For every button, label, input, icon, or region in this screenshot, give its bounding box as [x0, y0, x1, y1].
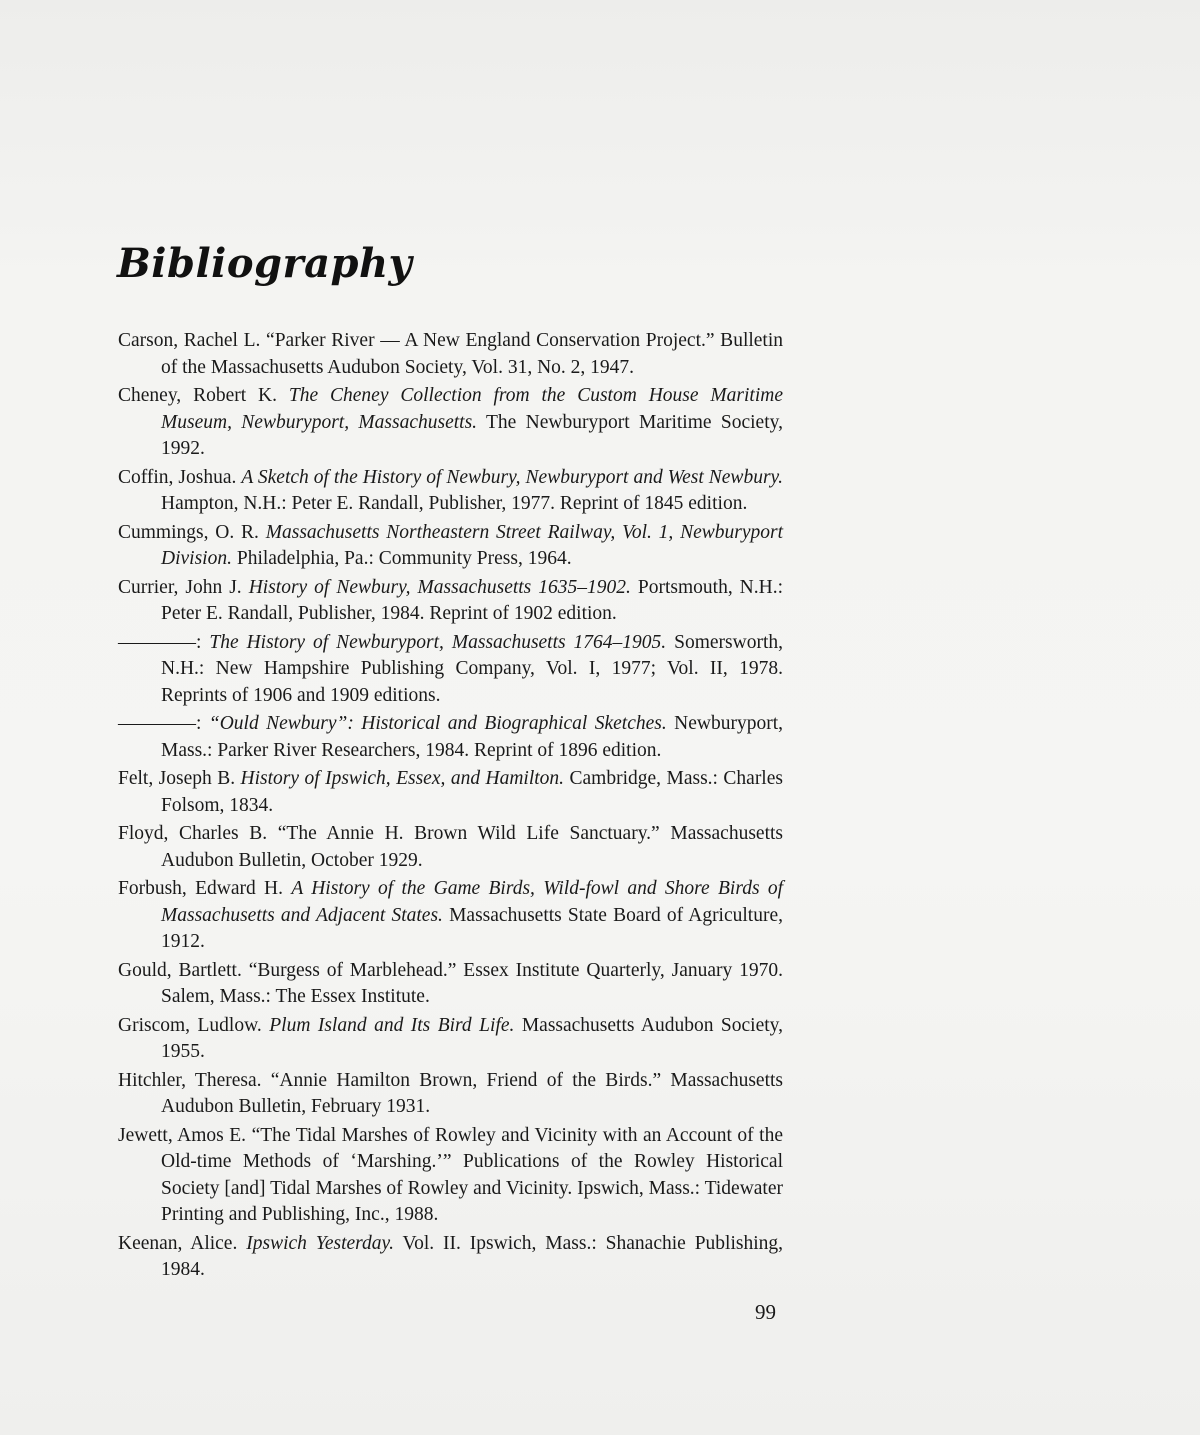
entry-details: Philadelphia, Pa.: Community Press, 1964.: [236, 548, 572, 569]
bibliography-entry: [118, 575, 783, 628]
entry-title: Ipswich Yesterday.: [246, 1232, 394, 1254]
entry-author: Forbush, Edward H.: [118, 878, 284, 899]
entry-title: Massachusetts Northeastern Street Railway, Vol. 1, Newburyport Division.: [161, 521, 784, 569]
bibliography-entry: [118, 1231, 783, 1284]
bibliography-entry: [118, 766, 783, 819]
entry-author: Currier, John J.: [118, 576, 242, 598]
entry-details: The Newburyport Maritime Society, 1992.: [161, 411, 783, 459]
entry-author: Floyd, Charles B.: [118, 823, 268, 844]
bibliography-entry: [118, 958, 783, 1011]
entry-details: “Parker River — A New England Conservation Project.” Bulletin of the Massachusetts Audubon Society, Vol. 31, No. 2, 1947.: [161, 330, 784, 378]
entry-author: ————:: [118, 631, 202, 653]
entry-title: The History of Newburyport, Massachusetts 1764–1905.: [209, 631, 667, 653]
entry-details: Cambridge, Mass.: Charles Folsom, 1834.: [161, 768, 783, 816]
bibliography-entry: [118, 876, 783, 956]
bibliography-entry: [118, 383, 783, 463]
bibliography-entry: [118, 520, 783, 573]
page-number: 99: [755, 1300, 776, 1324]
bibliography-entry: [118, 821, 783, 874]
entry-title: History of Ipswich, Essex, and Hamilton.: [240, 768, 565, 789]
entry-details: Hampton, N.H.: Peter E. Randall, Publisher, 1977. Reprint of 1845 edition.: [161, 493, 748, 514]
entry-details: Massachusetts Audubon Society, 1955.: [161, 1014, 784, 1062]
entry-title: A History of the Game Birds, Wild-fowl and Shore Birds of Massachusetts and Adjacent States.: [161, 878, 784, 926]
entry-details: “Annie Hamilton Brown, Friend of the Birds.” Massachusetts Audubon Bulletin, February 1931.: [161, 1069, 784, 1117]
entry-author: Griscom, Ludlow.: [118, 1014, 262, 1036]
entry-details: Somersworth, N.H.: New Hampshire Publishing Company, Vol. I, 1977; Vol. II, 1978. Reprints of 1906 and 1909 editions.: [161, 631, 784, 706]
entry-title: “Ould Newbury”: Historical and Biographical Sketches.: [208, 713, 667, 734]
entry-details: “The Tidal Marshes of Rowley and Vicinity with an Account of the Old-time Methods of ‘Marshing.’” Publications of the Rowley Historical Society [and] Tidal Marshes of Rowley and Vicinity. Ipswich, Mass.: Tidewater Printing and Publishing, Inc., 1988.: [161, 1124, 783, 1225]
bibliography-entry: [118, 465, 783, 518]
entry-title: A Sketch of the History of Newbury, Newburyport and West Newbury.: [241, 466, 783, 488]
bibliography-list: [118, 328, 783, 1286]
entry-author: Keenan, Alice.: [118, 1232, 238, 1254]
bibliography-entry: [118, 630, 783, 710]
entry-author: Carson, Rachel L.: [118, 330, 261, 351]
bibliography-entry: [118, 1123, 783, 1229]
entry-author: Jewett, Amos E.: [118, 1124, 247, 1146]
entry-author: Cheney, Robert K.: [118, 385, 277, 406]
entry-title: Plum Island and Its Bird Life.: [269, 1014, 515, 1036]
entry-author: ————:: [118, 713, 202, 734]
entry-details: Newburyport, Mass.: Parker River Researchers, 1984. Reprint of 1896 edition.: [161, 713, 784, 761]
bibliography-entry: [118, 328, 783, 381]
bibliography-entry: [118, 711, 783, 764]
entry-author: Coffin, Joshua.: [118, 466, 237, 488]
bibliography-entry: [118, 1013, 783, 1066]
entry-author: Felt, Joseph B.: [118, 768, 236, 789]
entry-details: “The Annie H. Brown Wild Life Sanctuary.” Massachusetts Audubon Bulletin, October 1929.: [161, 823, 783, 871]
page-title: Bibliography: [117, 240, 413, 287]
entry-title: History of Newbury, Massachusetts 1635–1902.: [248, 576, 631, 598]
entry-details: Massachusetts State Board of Agriculture, 1912.: [161, 904, 783, 952]
entry-details: Vol. II. Ipswich, Mass.: Shanachie Publishing, 1984.: [161, 1232, 784, 1280]
entry-details: “Burgess of Marblehead.” Essex Institute Quarterly, January 1970. Salem, Mass.: The Essex Institute.: [161, 959, 783, 1007]
entry-author: Cummings, O. R.: [118, 521, 259, 543]
entry-author: Hitchler, Theresa.: [118, 1069, 262, 1091]
entry-author: Gould, Bartlett.: [118, 959, 242, 981]
entry-title: The Cheney Collection from the Custom House Maritime Museum, Newburyport, Massachusetts.: [161, 385, 783, 433]
bibliography-entry: [118, 1068, 783, 1121]
entry-details: Portsmouth, N.H.: Peter E. Randall, Publisher, 1984. Reprint of 1902 edition.: [161, 576, 784, 624]
